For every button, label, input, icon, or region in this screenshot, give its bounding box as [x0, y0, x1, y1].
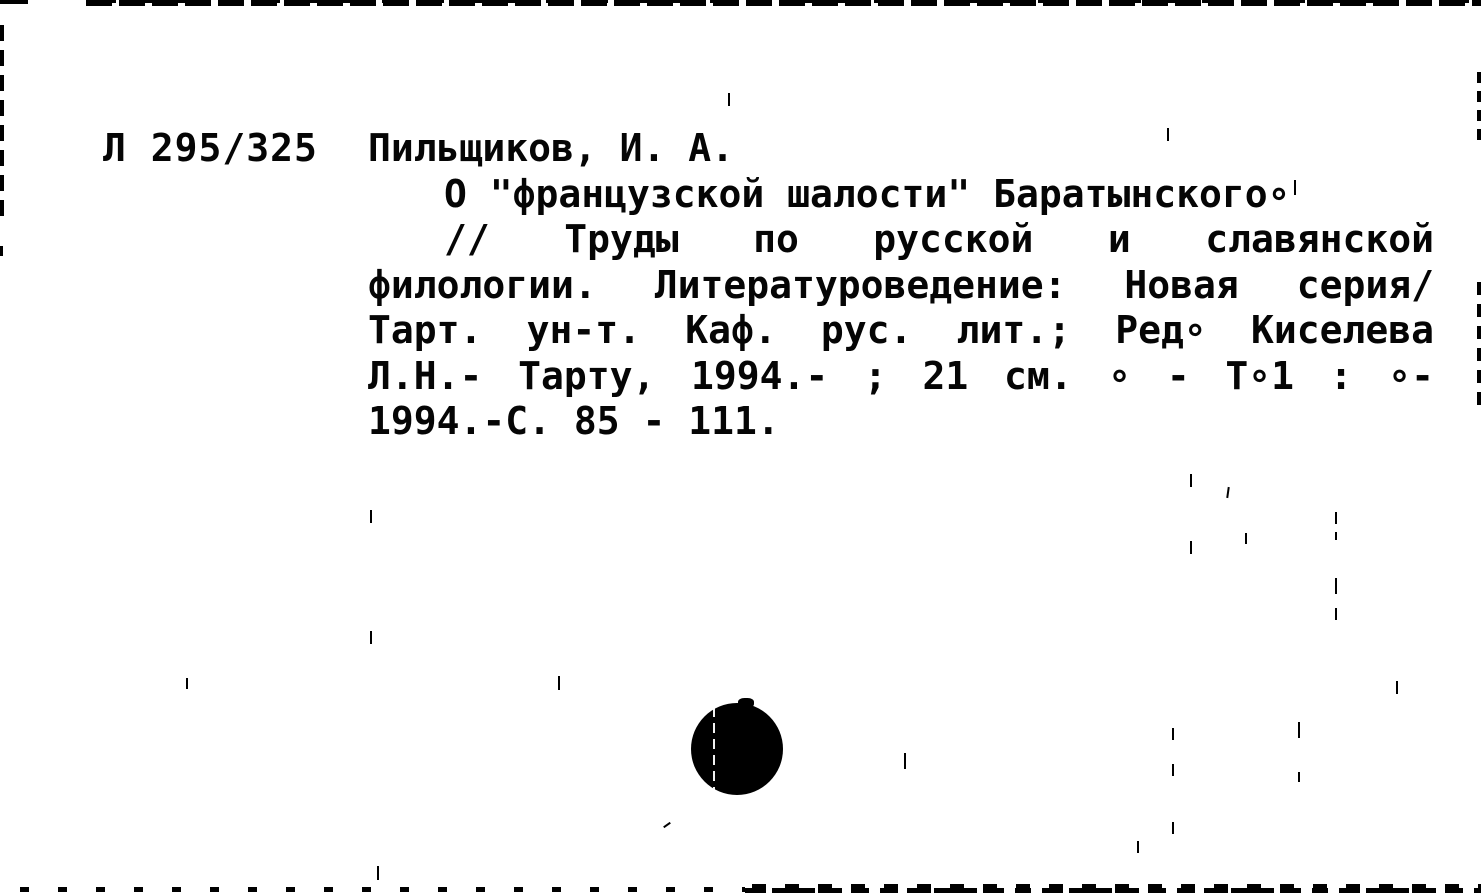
speck-artifact: [1137, 841, 1139, 853]
right-edge-artifact-middle: [1477, 282, 1481, 410]
top-edge-artifact: [86, 0, 1481, 7]
speck-artifact: [370, 510, 372, 523]
speck-artifact: [728, 93, 730, 106]
speck-artifact: [1172, 822, 1174, 834]
hole-punch-scratch: [713, 707, 715, 791]
speck-artifact: [1245, 533, 1247, 544]
author-line: Пильщиков, И. А.: [368, 126, 735, 170]
speck-artifact: [1226, 487, 1230, 498]
bottom-edge-artifact-left: [20, 887, 745, 892]
title-line: О "французской шалости" Баратынского∘: [444, 171, 1291, 216]
source-line-4: Л.Н.- Тарту, 1994.- ; 21 см. ∘ - Т∘1 : ∘-: [368, 353, 1434, 398]
source-line-2: филологии. Литературоведение: Новая серия/: [368, 262, 1434, 307]
hole-punch: [691, 703, 783, 795]
speck-artifact: [1335, 578, 1337, 594]
speck-artifact: [1172, 728, 1174, 740]
speck-artifact: [1298, 772, 1300, 782]
speck-artifact: [186, 678, 188, 689]
left-edge-artifact: [0, 25, 4, 217]
pages-line: 1994.-С. 85 - 111.: [368, 399, 780, 443]
right-edge-artifact-upper: [1477, 72, 1481, 142]
speck-artifact: [1190, 541, 1192, 554]
speck-artifact: [1172, 764, 1174, 776]
speck-artifact: [904, 753, 906, 769]
speck-artifact: [663, 822, 671, 828]
bottom-edge-artifact-right: [745, 884, 1481, 893]
speck-artifact: [1167, 128, 1169, 141]
left-edge-dot-artifact: [0, 246, 3, 256]
speck-artifact: [377, 866, 379, 880]
bibliographic-entry: [368, 126, 1434, 445]
top-left-corner-artifact: [0, 0, 28, 4]
call-number: Л 295/325: [103, 126, 318, 170]
speck-artifact: [370, 631, 372, 644]
speck-artifact: [1396, 681, 1398, 694]
source-line-3: Тарт. ун-т. Каф. рус. лит.; Ред∘ Киселева: [368, 308, 1434, 352]
speck-artifact: [558, 676, 560, 690]
speck-artifact: [1335, 512, 1337, 524]
speck-artifact: [1298, 722, 1300, 738]
speck-artifact: [1294, 180, 1296, 195]
source-line-1: // Труды по русской и славянской: [444, 217, 1434, 261]
speck-artifact: [1335, 608, 1337, 620]
speck-artifact: [1335, 532, 1337, 540]
speck-artifact: [1190, 474, 1192, 487]
